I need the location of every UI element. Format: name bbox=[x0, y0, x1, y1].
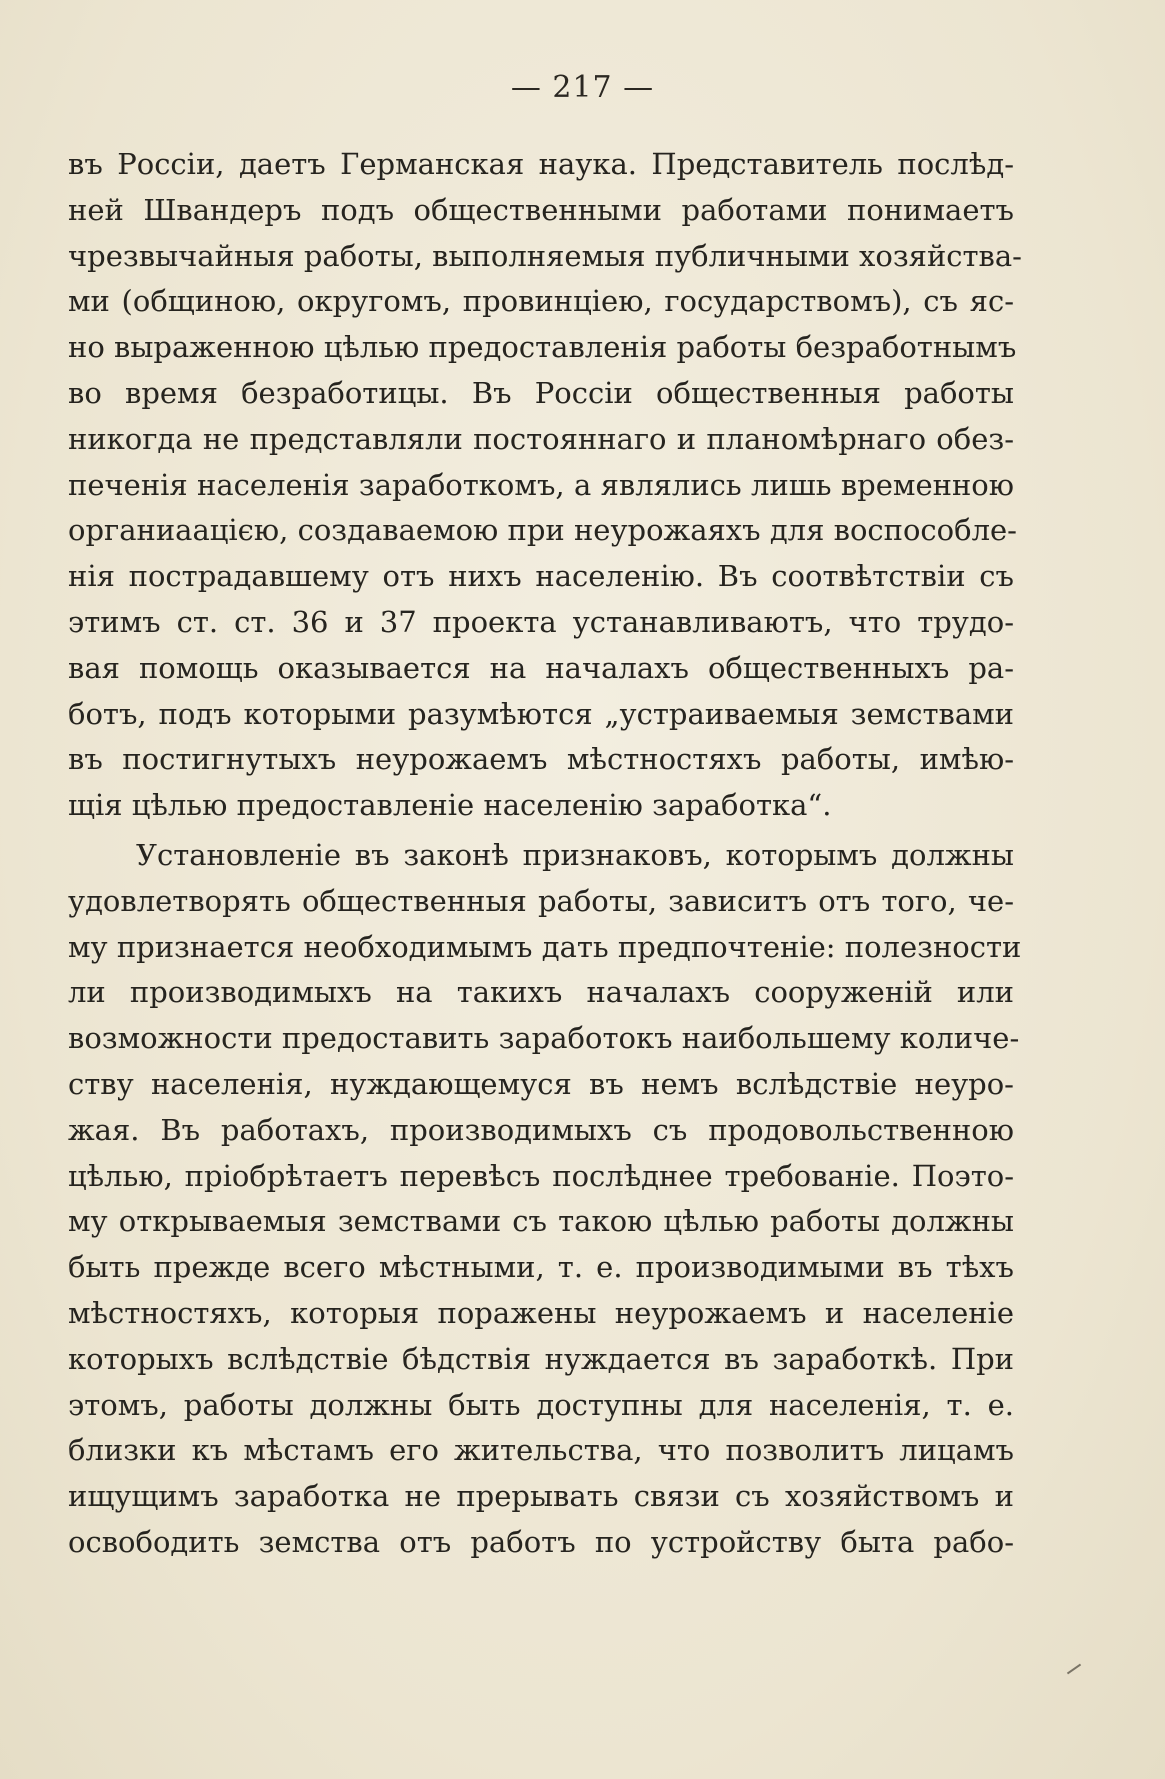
text-line: ней Швандеръ подъ общественными работами понимаетъ bbox=[68, 192, 1014, 227]
text-line: нія пострадавшему отъ нихъ населенію. Въ соотвѣтствіи съ bbox=[68, 559, 1014, 594]
text-line: возможности предоставить заработокъ наибольшему количе- bbox=[68, 1021, 1020, 1056]
text-line: удовлетворять общественныя работы, зависитъ отъ того, че- bbox=[68, 883, 1014, 918]
text-line: цѣлью, пріобрѣтаетъ перевѣсъ послѣднее требованіе. Поэто- bbox=[68, 1158, 1014, 1193]
text-line: освободить земства отъ работъ по устройству быта рабо- bbox=[68, 1524, 1014, 1559]
text-line: которыхъ вслѣдствіе бѣдствія нуждается въ заработкѣ. При bbox=[68, 1341, 1014, 1376]
paragraph-1 bbox=[68, 142, 1022, 829]
pencil-mark bbox=[1067, 1664, 1081, 1675]
text-line: вая помощь оказывается на началахъ общественныхъ ра- bbox=[68, 650, 1014, 685]
body-text bbox=[68, 142, 1022, 1566]
text-line: ботъ, подъ которыми разумѣются „устраиваемыя земствами bbox=[68, 696, 1014, 731]
text-line: но выраженною цѣлью предоставленія работы безработнымъ bbox=[68, 330, 1017, 365]
text-line: ми (общиною, округомъ, провинціею, государствомъ), съ яс- bbox=[68, 284, 1014, 319]
text-line: ству населенія, нуждающемуся въ немъ вслѣдствіе неуро- bbox=[68, 1066, 1014, 1101]
text-line: му признается необходимымъ дать предпочтеніе: полезности bbox=[68, 929, 1022, 964]
text-line: му открываемыя земствами съ такою цѣлью работы должны bbox=[68, 1204, 1014, 1239]
paragraph-2 bbox=[68, 833, 1022, 1566]
text-line: близки къ мѣстамъ его жительства, что позволитъ лицамъ bbox=[68, 1433, 1014, 1468]
text-line: органиаацією, создаваемою при неурожаяхъ для воспособле- bbox=[68, 513, 1017, 548]
text-line: въ Россіи, даетъ Германская наука. Представитель послѣд- bbox=[68, 147, 1014, 181]
page-number: — 217 — bbox=[510, 70, 655, 105]
text-line: этомъ, работы должны быть доступны для населенія, т. е. bbox=[68, 1387, 1014, 1422]
text-line: печенія населенія заработкомъ, а являлись лишь временною bbox=[68, 467, 1014, 502]
text-line: ищущимъ заработка не прерывать связи съ хозяйствомъ и bbox=[68, 1479, 1014, 1514]
text-line: въ постигнутыхъ неурожаемъ мѣстностяхъ работы, имѣю- bbox=[68, 742, 1014, 777]
text-line: быть прежде всего мѣстными, т. е. производимыми въ тѣхъ bbox=[68, 1250, 1014, 1285]
text-line: никогда не представляли постояннаго и планомѣрнаго обез- bbox=[68, 421, 1014, 456]
text-line: во время безработицы. Въ Россіи общественныя работы bbox=[68, 375, 1014, 410]
text-line: этимъ ст. ст. 36 и 37 проекта устанавливаютъ, что трудо- bbox=[68, 604, 1014, 639]
text-line: чрезвычайныя работы, выполняемыя публичными хозяйства- bbox=[68, 238, 1022, 273]
text-line: щія цѣлью предоставленіе населенію заработка“. bbox=[68, 788, 832, 823]
text-line: Установленіе въ законѣ признаковъ, которымъ должны bbox=[136, 837, 1014, 872]
text-line: мѣстностяхъ, которыя поражены неурожаемъ и населеніе bbox=[68, 1295, 1014, 1330]
text-line: ли производимыхъ на такихъ началахъ сооруженій или bbox=[68, 975, 1014, 1010]
text-line: жая. Въ работахъ, производимыхъ съ продовольственною bbox=[68, 1112, 1014, 1147]
